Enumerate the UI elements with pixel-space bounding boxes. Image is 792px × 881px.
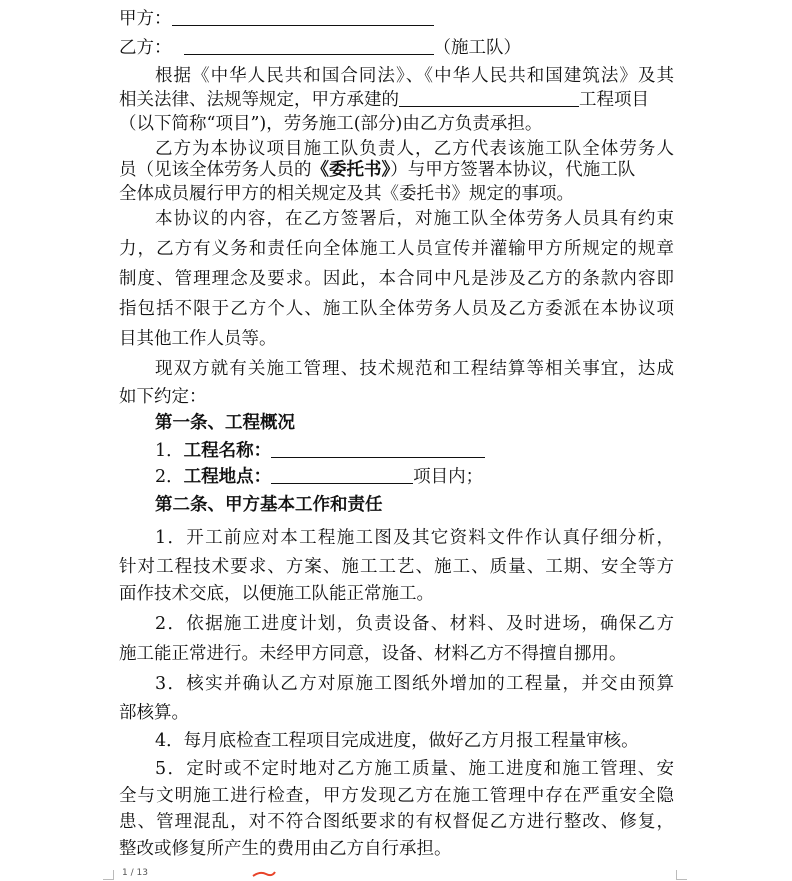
paragraph-line: 全与文明施工进行检查，甲方发现乙方在施工管理中存在严重安全隐 (119, 786, 674, 806)
project-name-field-blank (271, 439, 485, 458)
paragraph-line: 施工能正常进行。未经甲方同意，设备、材料乙方不得擅自挪用。 (119, 644, 627, 664)
section-heading: 第一条、工程概况 (155, 413, 295, 433)
paragraph-line: 针对工程技术要求、方案、施工工艺、施工、质量、工期、安全等方 (119, 557, 674, 577)
entrust-letter-bold: 《委托书》 (311, 160, 391, 180)
project-location-line: 2．工程地点： 项目内； (155, 467, 484, 487)
paragraph-line: 2．依据施工进度计划，负责设备、材料、及时进场，确保乙方 (155, 614, 674, 634)
party-b-line (119, 34, 674, 63)
paragraph-line: 如下约定： (119, 387, 207, 407)
paragraph-line: 全体成员履行甲方的相关规定及其《委托书》规定的事项。 (119, 184, 574, 204)
party-a-label: 甲方： (119, 9, 172, 29)
paragraph-line: 员（见该全体劳务人员的《委托书》）与甲方签署本协议，代施工队 (119, 160, 636, 180)
paragraph-line: 乙方为本协议项目施工队负责人，乙方代表该施工队全体劳务人 (155, 139, 674, 159)
paragraph-line: 制度、管理理念及要求。因此，本合同中凡是涉及乙方的条款内容即 (119, 269, 674, 289)
red-mark-icon (252, 870, 276, 878)
paragraph-line: 整改或修复所产生的费用由乙方自行承担。 (119, 839, 452, 859)
crop-mark (103, 870, 114, 880)
paragraph-line: 患、管理混乱，对不符合图纸要求的有权督促乙方进行整改、修复， (119, 812, 674, 832)
page-footer (0, 868, 792, 881)
project-name-line: 1．工程名称： (119, 437, 674, 466)
paragraph-line: 根据《中华人民共和国合同法》、《中华人民共和国建筑法》及其 (155, 66, 674, 86)
paragraph-line: 本协议的内容，在乙方签署后，对施工队全体劳务人员具有约束 (155, 209, 674, 229)
party-a-line (119, 5, 674, 34)
page-indicator: 1 / 13 (122, 868, 148, 878)
paragraph-line: 1．开工前应对本工程施工图及其它资料文件作认真仔细分析， (155, 528, 674, 548)
crop-mark (676, 870, 687, 880)
paragraph-line: 5．定时或不定时地对乙方施工质量、施工进度和施工管理、安 (155, 759, 674, 779)
paragraph-line: 指包括不限于乙方个人、施工队全体劳务人员及乙方委派在本协议项 (119, 299, 674, 319)
paragraph-line: 力，乙方有义务和责任向全体施工人员宣传并灌输甲方所规定的规章 (119, 239, 674, 259)
project-name-blank (399, 88, 579, 107)
paragraph-line: 现双方就有关施工管理、技术规范和工程结算等相关事宜，达成 (155, 359, 674, 379)
party-b-blank (184, 36, 434, 55)
party-a-blank (172, 7, 434, 26)
paragraph-line: 3．核实并确认乙方对原施工图纸外增加的工程量，并交由预算 (155, 674, 674, 694)
section-heading: 第二条、甲方基本工作和责任 (155, 495, 383, 515)
paragraph-line: 目其他工作人员等。 (119, 329, 277, 349)
party-b-suffix: （施工队） (433, 38, 521, 58)
project-location-blank (271, 465, 413, 484)
project-line: 相关法律、法规等规定，甲方承建的 工程项目 (119, 90, 649, 110)
paragraph-line: 面作技术交底，以便施工队能正常施工。 (119, 584, 434, 604)
paragraph-line: 4．每月底检查工程项目完成进度，做好乙方月报工程量审核。 (155, 731, 639, 751)
paragraph-line: 部核算。 (119, 703, 189, 723)
paragraph-line: （以下简称“项目”)，劳务施工(部分)由乙方负责承担。 (119, 114, 543, 134)
party-b-label: 乙方： (119, 38, 172, 58)
project-name-label: 工程名称： (183, 441, 272, 461)
project-location-label: 工程地点： (183, 467, 272, 487)
